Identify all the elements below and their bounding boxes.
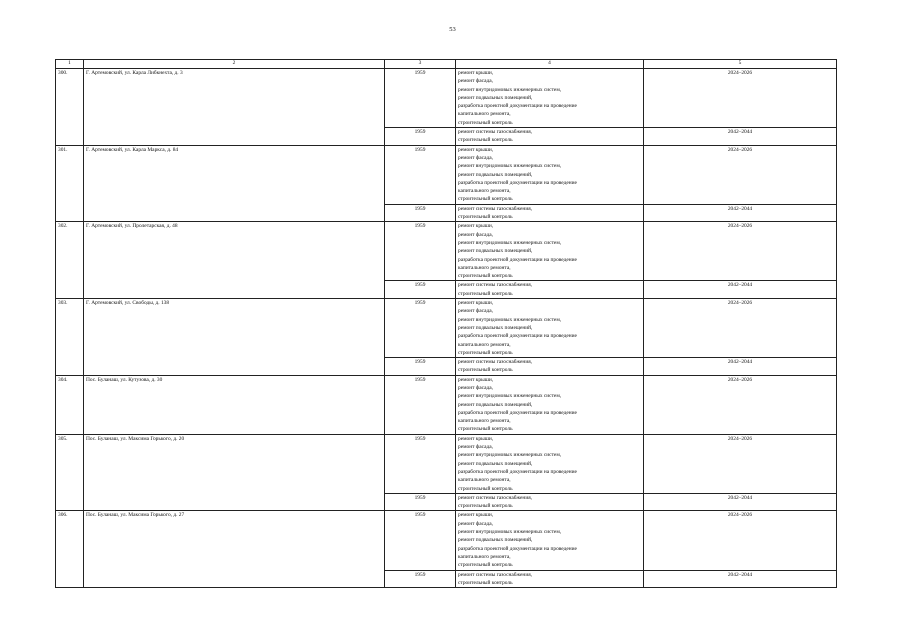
work-types <box>456 511 644 570</box>
construction-year: 1959 <box>385 128 456 146</box>
work-item: ремонт фасада, <box>458 231 494 238</box>
table-row <box>56 434 837 493</box>
table-body <box>56 60 837 588</box>
work-types <box>456 358 644 376</box>
work-item: строительный контроль <box>458 349 513 356</box>
work-item: разработка проектной документации на проведение <box>458 256 577 263</box>
work-item: ремонт фасада, <box>458 444 494 451</box>
work-item: капитального ремонта, <box>458 188 511 195</box>
work-item: строительный контроль <box>458 137 513 144</box>
building-address: Пос. Буланаш, ул. Максима Горького, д. 20 <box>84 434 385 511</box>
work-item: разработка проектной документации на проведение <box>458 409 577 416</box>
column-header-1: 1 <box>56 60 84 69</box>
work-item: ремонт внутридомовых инженерных систем, <box>458 163 562 170</box>
construction-year: 1959 <box>385 570 456 588</box>
work-item: строительный контроль <box>458 367 513 374</box>
work-item: ремонт подвальных помещений, <box>458 537 533 544</box>
record-number: 301. <box>56 145 84 222</box>
work-item: ремонт крыши, <box>458 70 494 76</box>
work-item: строительный контроль <box>458 119 513 126</box>
work-types <box>456 570 644 588</box>
repair-period: 2042–2044 <box>644 281 837 299</box>
record-number: 304. <box>56 375 84 434</box>
column-header-2: 2 <box>84 60 385 69</box>
repair-period: 2042–2044 <box>644 204 837 222</box>
column-header-5: 5 <box>644 60 837 69</box>
building-address: Пос. Буланаш, ул. Максима Горького, д. 27 <box>84 511 385 588</box>
building-address: Г. Артемовский, ул. Карла Маркса, д. 84 <box>84 145 385 222</box>
table-row <box>56 375 837 434</box>
construction-year: 1959 <box>385 222 456 281</box>
record-number: 306. <box>56 511 84 588</box>
repair-period: 2024–2026 <box>644 434 837 493</box>
work-types <box>456 434 644 493</box>
work-types <box>456 375 644 434</box>
work-item: строительный контроль <box>458 290 513 297</box>
work-item: разработка проектной документации на проведение <box>458 333 577 340</box>
work-item: ремонт подвальных помещений, <box>458 401 533 408</box>
work-item: строительный контроль <box>458 579 513 586</box>
work-item: строительный контроль <box>458 196 513 203</box>
work-item: капитального ремонта, <box>458 341 511 348</box>
work-item: ремонт системы газоснабжения, <box>458 205 533 212</box>
work-item: строительный контроль <box>458 273 513 280</box>
repair-schedule-table <box>55 59 837 588</box>
repair-period: 2024–2026 <box>644 299 837 358</box>
repair-period: 2024–2026 <box>644 69 837 128</box>
work-item: ремонт подвальных помещений, <box>458 171 533 178</box>
construction-year: 1959 <box>385 358 456 376</box>
table-row <box>56 511 837 570</box>
repair-period: 2024–2026 <box>644 222 837 281</box>
repair-period: 2042–2044 <box>644 128 837 146</box>
work-item: разработка проектной документации на проведение <box>458 468 577 475</box>
table-row <box>56 145 837 204</box>
record-number: 300. <box>56 69 84 146</box>
page-number: 53 <box>449 26 456 33</box>
work-item: ремонт внутридомовых инженерных систем, <box>458 452 562 459</box>
work-item: ремонт подвальных помещений, <box>458 248 533 255</box>
work-item: ремонт крыши, <box>458 223 494 230</box>
work-types <box>456 128 644 146</box>
work-item: ремонт внутридомовых инженерных систем, <box>458 316 562 323</box>
work-item: капитального ремонта, <box>458 111 511 118</box>
work-item: ремонт фасада, <box>458 154 494 161</box>
work-item: ремонт внутридомовых инженерных систем, <box>458 529 562 536</box>
repair-period: 2042–2044 <box>644 493 837 511</box>
work-item: разработка проектной документации на проведение <box>458 103 577 110</box>
construction-year: 1959 <box>385 281 456 299</box>
table-row <box>56 69 837 128</box>
repair-period: 2024–2026 <box>644 511 837 570</box>
column-header-3: 3 <box>385 60 456 69</box>
work-types <box>456 281 644 299</box>
work-item: строительный контроль <box>458 426 513 433</box>
repair-period: 2042–2044 <box>644 570 837 588</box>
work-item: ремонт крыши, <box>458 376 494 383</box>
record-number: 303. <box>56 299 84 376</box>
work-types <box>456 493 644 511</box>
construction-year: 1959 <box>385 511 456 570</box>
construction-year: 1959 <box>385 299 456 358</box>
work-item: разработка проектной документации на проведение <box>458 179 577 186</box>
work-item: капитального ремонта, <box>458 553 511 560</box>
work-item: ремонт системы газоснабжения, <box>458 282 533 289</box>
work-item: ремонт подвальных помещений, <box>458 460 533 467</box>
work-item: ремонт подвальных помещений, <box>458 94 533 101</box>
repair-period: 2024–2026 <box>644 145 837 204</box>
work-item: ремонт фасада, <box>458 384 494 391</box>
table-row <box>56 222 837 281</box>
work-types <box>456 222 644 281</box>
construction-year: 1959 <box>385 493 456 511</box>
work-item: ремонт фасада, <box>458 78 494 85</box>
work-item: ремонт системы газоснабжения, <box>458 359 533 366</box>
building-address: Г. Артемовский, ул. Карла Либкнехта, д. 3 <box>84 69 385 146</box>
repair-period: 2024–2026 <box>644 375 837 434</box>
work-item: ремонт крыши, <box>458 512 494 519</box>
work-item: ремонт фасада, <box>458 520 494 527</box>
work-item: строительный контроль <box>458 503 513 510</box>
work-types <box>456 204 644 222</box>
work-item: ремонт внутридомовых инженерных систем, <box>458 239 562 246</box>
work-types <box>456 299 644 358</box>
work-item: ремонт внутридомовых инженерных систем, <box>458 393 562 400</box>
work-item: капитального ремонта, <box>458 477 511 484</box>
construction-year: 1959 <box>385 69 456 128</box>
work-item: ремонт системы газоснабжения, <box>458 571 533 578</box>
building-address: Г. Артемовский, ул. Свободы, д. 138 <box>84 299 385 376</box>
record-number: 302. <box>56 222 84 299</box>
table-row <box>56 299 837 358</box>
building-address: Г. Артемовский, ул. Пролетарская, д. 48 <box>84 222 385 299</box>
work-item: строительный контроль <box>458 214 513 221</box>
work-item: разработка проектной документации на проведение <box>458 545 577 552</box>
work-item: ремонт системы газоснабжения, <box>458 129 533 136</box>
work-item: ремонт крыши, <box>458 435 494 442</box>
construction-year: 1959 <box>385 434 456 493</box>
work-item: капитального ремонта, <box>458 418 511 425</box>
work-item: ремонт внутридомовых инженерных систем, <box>458 86 562 93</box>
building-address: Пос. Буланаш, ул. Кутузова, д. 30 <box>84 375 385 434</box>
work-item: капитального ремонта, <box>458 264 511 271</box>
work-item: строительный контроль <box>458 485 513 492</box>
work-item: ремонт фасада, <box>458 308 494 315</box>
work-types <box>456 69 644 128</box>
column-header-4: 4 <box>456 60 644 69</box>
column-number-row <box>56 60 837 69</box>
repair-period: 2042–2044 <box>644 358 837 376</box>
work-item: ремонт подвальных помещений, <box>458 324 533 331</box>
work-item: ремонт крыши, <box>458 146 494 153</box>
work-item: строительный контроль <box>458 562 513 569</box>
construction-year: 1959 <box>385 145 456 204</box>
construction-year: 1959 <box>385 375 456 434</box>
record-number: 305. <box>56 434 84 511</box>
work-item: ремонт крыши, <box>458 300 494 307</box>
work-types <box>456 145 644 204</box>
work-item: ремонт системы газоснабжения, <box>458 494 533 501</box>
construction-year: 1959 <box>385 204 456 222</box>
